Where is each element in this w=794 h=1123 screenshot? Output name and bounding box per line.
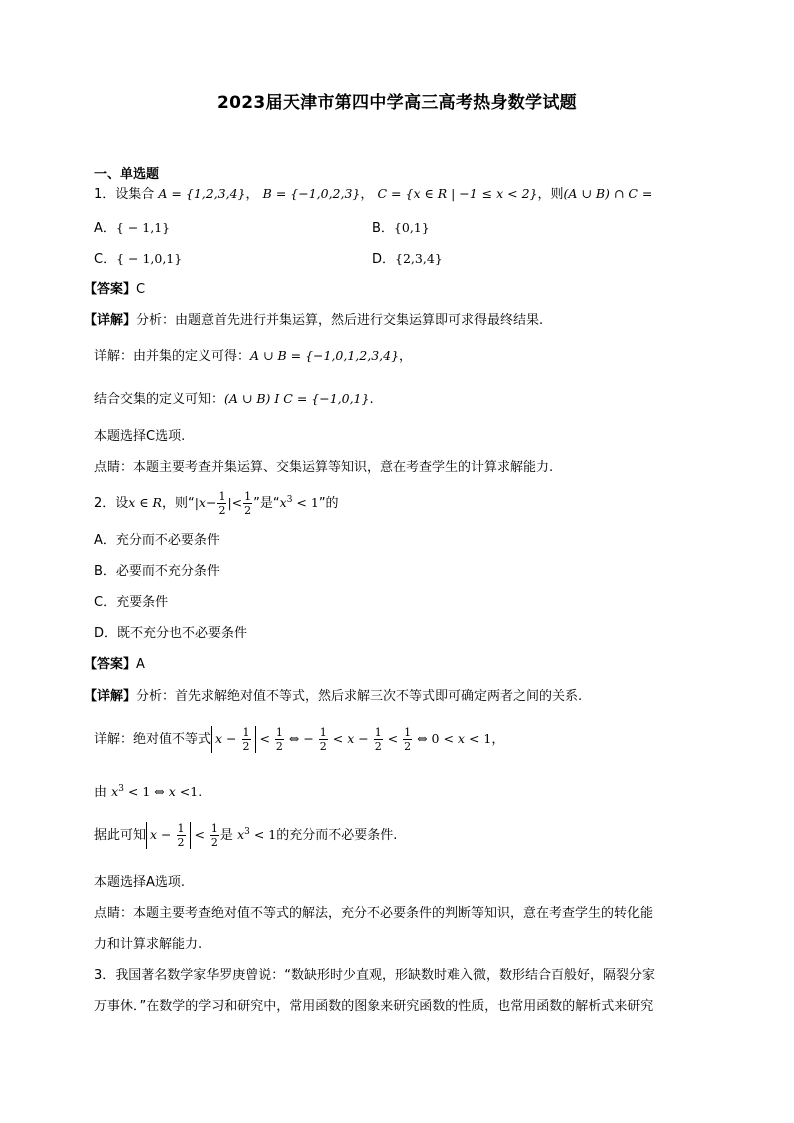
q2-condition-p: |x− $\frac{1}{2}$ |< $\frac{1}{2}$ [194, 490, 252, 517]
q1-option-d-label: D． [372, 252, 396, 267]
q1-detail-union: 详解：由并集的定义可得：A ∪ B = {−1,0,1,2,3,4}， [94, 348, 413, 364]
q2-option-d: D．既不充分也不必要条件 [94, 626, 248, 641]
q1-stem-then: ，则 [537, 187, 564, 202]
q1-option-b-value: {0,1} [393, 220, 430, 235]
q1-option-d-value: {2,3,4} [395, 251, 443, 266]
q1-expression: (A ∪ B) ∩ C = [563, 186, 653, 201]
q2-stem-var: x ∈ R [128, 495, 162, 510]
question-2-stem [94, 490, 339, 517]
q2-stem-then: ，则“ [161, 496, 195, 511]
q2-answer [84, 656, 145, 674]
q2-detail-tag: 【详解】 [84, 689, 137, 704]
q1-option-c-value: { − 1,0,1} [116, 251, 183, 266]
q1-comment: 点睛：本题主要考查并集运算、交集运算等知识，意在考查学生的计算求解能力. [94, 460, 554, 475]
q1-option-c [94, 250, 182, 269]
q2-option-a: A．充分而不必要条件 [94, 533, 220, 548]
q2-comment-line1: 点睛：本题主要考查绝对值不等式的解法，充分不必要条件的判断等知识，意在考查学生的转化能 [94, 906, 654, 921]
q2-detail-conclusion-cube: $x^3 < 1$ [237, 826, 277, 842]
section-heading: 一、单选题 [94, 167, 160, 182]
q2-stem-is: ”是“ [253, 496, 280, 511]
q1-analysis [84, 312, 543, 330]
q1-option-d [372, 250, 443, 269]
q2-answer-tag: 【答案】 [84, 657, 137, 672]
q1-set-c: C = {x ∈ R | −1 ≤ x < 2} [377, 186, 538, 201]
q2-detail-cube [94, 780, 202, 802]
q2-option-c: C．充要条件 [94, 595, 169, 610]
q1-option-a-value: { − 1,1} [115, 220, 171, 235]
q1-option-c-label: C． [94, 252, 117, 267]
q1-set-b: B = {−1,0,2,3} [262, 186, 361, 201]
q1-option-a [94, 219, 170, 238]
q2-detail-cube-label: 由 [94, 785, 108, 801]
q1-answer-tag: 【答案】 [84, 282, 137, 297]
q2-analysis [84, 688, 582, 706]
q2-detail-conclusion-label: 据此可知 [94, 828, 147, 843]
q1-detail-intersect-label: 结合交集的定义可知： [94, 392, 225, 407]
page-title: 2023届天津市第四中学高三高考热身数学试题 [217, 93, 577, 113]
q1-detail-union-math: A ∪ B = {−1,0,1,2,3,4} [250, 348, 400, 363]
q1-option-b [372, 219, 430, 238]
q1-detail-intersect: 结合交集的定义可知：(A ∪ B) I C = {−1,0,1}. [94, 391, 374, 407]
q1-stem-text: 1．设集合 [94, 187, 155, 202]
q1-set-a: A = {1,2,3,4} [158, 186, 246, 201]
q1-detail-tag: 【详解】 [84, 313, 137, 328]
q1-detail-intersect-math: (A ∪ B) I C = {−1,0,1} [224, 391, 370, 406]
q1-detail-union-label: 详解：由并集的定义可得： [94, 349, 251, 364]
q2-stem-of: ”的 [318, 496, 339, 511]
q2-detail-abs: 详解：绝对值不等式 x − $\frac{1}{2}$ < $\frac{1}{2}$ ⇔ − $\frac{1}{2}$ < x − $\frac{1}{2}$ < $\frac{1}{2}$ ⇔ 0 < x < 1， [94, 726, 505, 753]
q1-option-a-label: A． [94, 221, 116, 236]
q1-analysis-text: 分析：由题意首先进行并集运算，然后进行交集运算即可求得最终结果. [136, 313, 544, 328]
q2-choose: 本题选择A选项. [94, 875, 186, 890]
q1-option-b-label: B． [372, 221, 394, 236]
q2-detail-abs-math: x − $\frac{1}{2}$ < $\frac{1}{2}$ ⇔ − $\frac{1}{2}$ < x − $\frac{1}{2}$ < $\frac{1}{2}$ ⇔ 0 < x < 1 [211, 731, 491, 746]
q1-answer [84, 281, 145, 299]
q2-analysis-text: 分析：首先求解绝对值不等式，然后求解三次不等式即可确定两者之间的关系. [136, 689, 583, 704]
q2-detail-conclusion-tail: 的充分而不必要条件. [276, 828, 398, 843]
q2-detail-conclusion-math: x − $\frac{1}{2}$ < $\frac{1}{2}$ [146, 827, 220, 842]
q2-option-b: B．必要而不充分条件 [94, 564, 220, 579]
q2-detail-cube-math: $x^3 < 1$ ⇔ x <1. [111, 784, 203, 800]
q2-answer-value: A [136, 657, 145, 672]
q2-detail-abs-label: 详解：绝对值不等式 [94, 732, 212, 747]
q2-detail-conclusion: 据此可知 x − $\frac{1}{2}$ < $\frac{1}{2}$ 是 $x^3 < 1$的充分而不必要条件. [94, 822, 398, 849]
question-3-line1: 3．我国著名数学家华罗庚曾说：“数缺形时少直观，形缺数时难入微，数形结合百般好，隔裂分家 [94, 968, 656, 983]
q2-comment-line2: 力和计算求解能力. [94, 937, 203, 952]
question-3-line2: 万事休．”在数学的学习和研究中，常用函数的图象来研究函数的性质，也常用函数的解析式来研究 [94, 999, 654, 1014]
q2-stem-text: 2．设 [94, 496, 129, 511]
q1-choose: 本题选择C选项. [94, 429, 186, 444]
question-1-stem: 1．设集合 A = {1,2,3,4}， B = {−1,0,2,3}， C = {x ∈ R | −1 ≤ x < 2}，则(A ∪ B) ∩ C = [94, 186, 653, 202]
q1-answer-value: C [136, 282, 146, 297]
q2-condition-q: $x^3 < 1$ [279, 494, 319, 510]
